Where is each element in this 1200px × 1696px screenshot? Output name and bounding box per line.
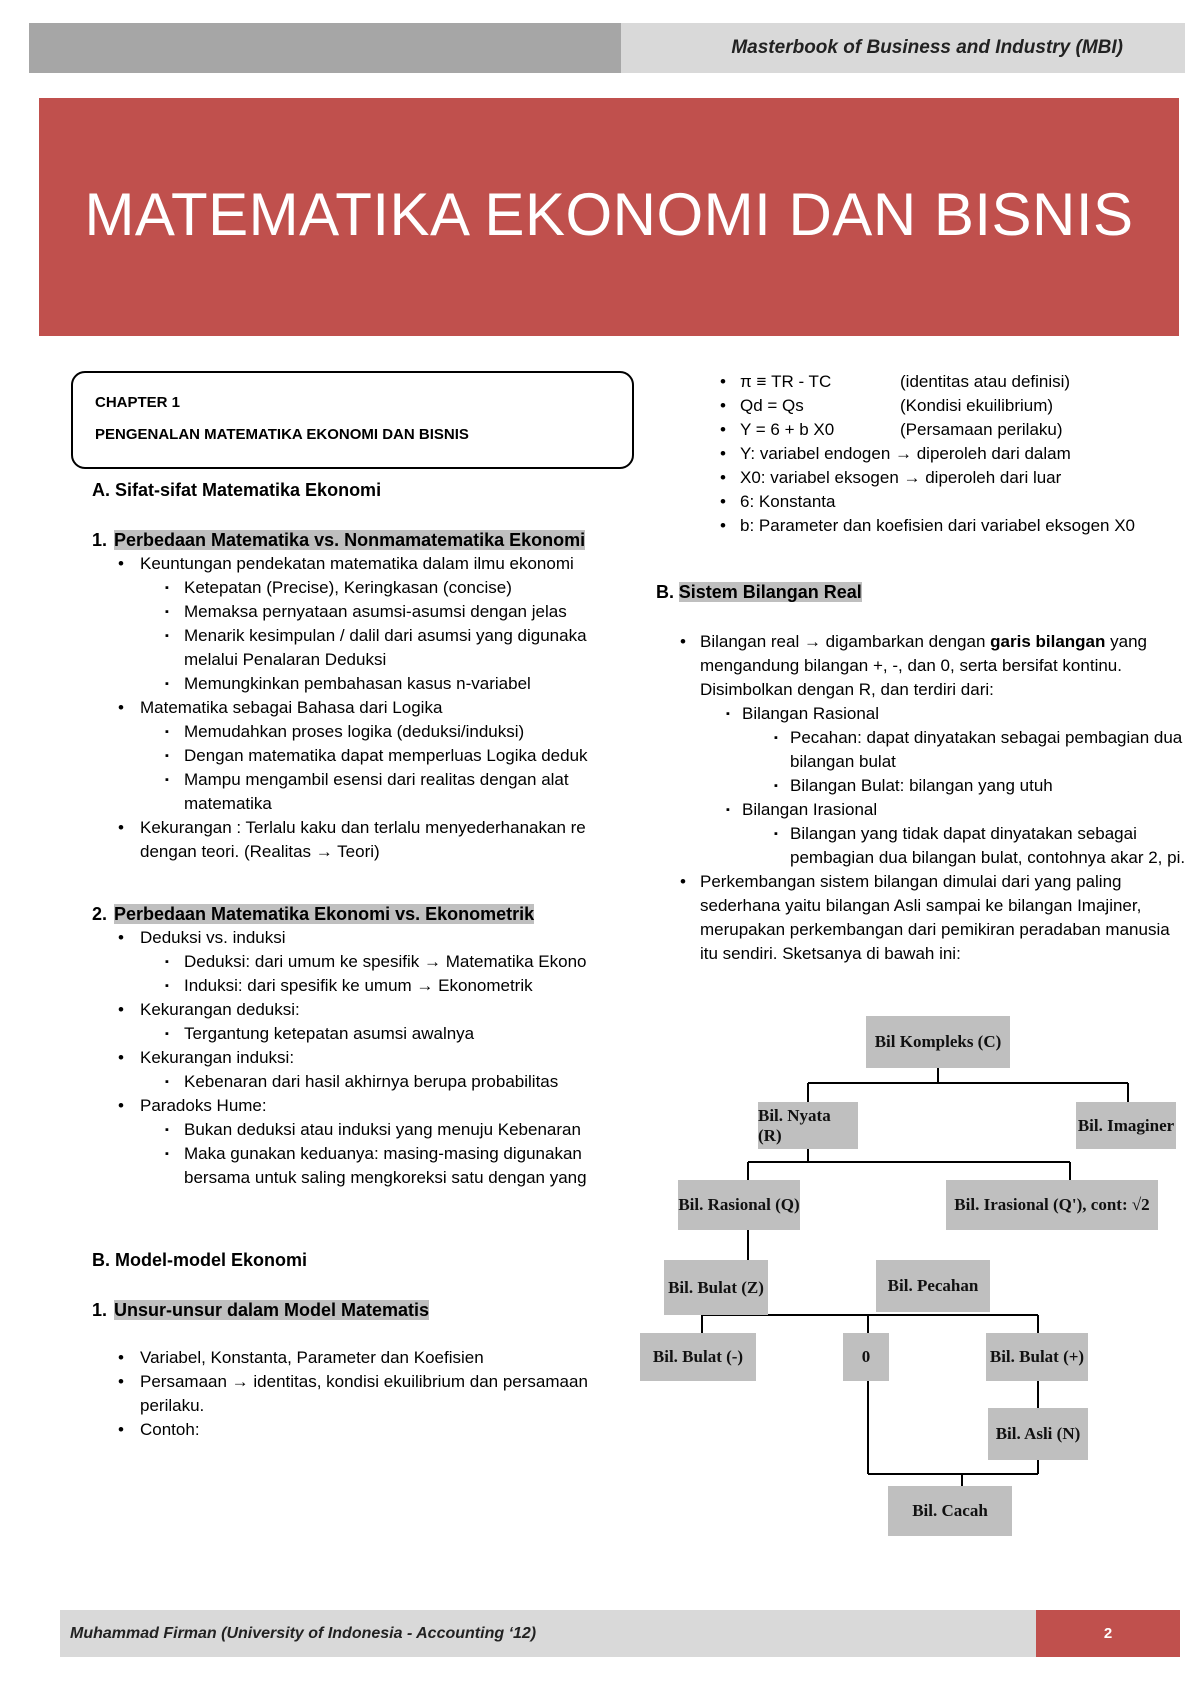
list-item-continued: melalui Penalaran Deduksi [184, 650, 387, 669]
list-item: ▪ Memudahkan proses logika (deduksi/induksi) [92, 720, 612, 744]
list-item: ▪ Tergantung ketepatan asumsi awalnya [92, 1022, 612, 1046]
list-item: • Bilangan real → digambarkan dengan garis bilangan yang [660, 630, 1185, 654]
list-item: ▪ Ketepatan (Precise), Keringkasan (concise) [92, 576, 612, 600]
section-b-real-heading: B. Sistem Bilangan Real [656, 582, 862, 602]
list-item: ▪ Memaksa pernyataan asumsi-asumsi dengan jelas [92, 600, 612, 624]
node-bilangan-rasional: Bil. Rasional (Q) [678, 1180, 800, 1230]
node-bilangan-kompleks: Bil Kompleks (C) [866, 1016, 1010, 1068]
list-item-continued: itu sendiri. Sketsanya di bawah ini: [700, 944, 961, 963]
list-item: ▪ Memungkinkan pembahasan kasus n-variabel [92, 672, 612, 696]
list-item: • Matematika sebagai Bahasa dari Logika [92, 696, 612, 720]
footer-author: Muhammad Firman (University of Indonesia - Accounting ‘12) [70, 1624, 537, 1642]
equation-item: • π ≡ TR - TC (identitas atau definisi) [700, 370, 1180, 394]
node-bilangan-pecahan: Bil. Pecahan [876, 1260, 990, 1312]
list-item: ▪ Bilangan yang tidak dapat dinyatakan sebagai [660, 822, 1185, 846]
list-item-continued: pembagian dua bilangan bulat, contohnya akar 2, pi. [790, 848, 1185, 867]
list-item: ▪ Mampu mengambil esensi dari realitas dengan alat [92, 768, 612, 792]
node-bilangan-nyata: Bil. Nyata (R) [758, 1102, 858, 1149]
list-item: • Kekurangan deduksi: [92, 998, 612, 1022]
list-item: ▪ Induksi: dari spesifik ke umum → Ekonometrik [92, 974, 612, 998]
node-bilangan-asli: Bil. Asli (N) [988, 1408, 1088, 1460]
equation-item: • Qd = Qs (Kondisi ekuilibrium) [700, 394, 1180, 418]
chapter-number: CHAPTER 1 [95, 394, 181, 411]
list-item: ▪ Dengan matematika dapat memperluas Logika deduk [92, 744, 612, 768]
list-item-continued: matematika [184, 794, 272, 813]
list-item: ▪ Deduksi: dari umum ke spesifik → Matematika Ekono [92, 950, 612, 974]
node-nol: 0 [843, 1333, 889, 1381]
equation-item: • Y = 6 + b X0 (Persamaan perilaku) [700, 418, 1180, 442]
list-item-continued: Disimbolkan dengan R, dan terdiri dari: [700, 680, 994, 699]
list-item: • Persamaan → identitas, kondisi ekuilibrium dan persamaan [92, 1370, 612, 1394]
node-bilangan-bulat-positif: Bil. Bulat (+) [986, 1333, 1088, 1381]
list-item-continued: sederhana yaitu bilangan Asli sampai ke bilangan Imajiner, [700, 896, 1142, 915]
section-a-heading: A. Sifat-sifat Matematika Ekonomi [92, 480, 382, 500]
list-item: • Variabel, Konstanta, Parameter dan Koefisien [92, 1346, 612, 1370]
list-item: ▪ Pecahan: dapat dinyatakan sebagai pembagian dua [660, 726, 1185, 750]
definition-item: • Y: variabel endogen → diperoleh dari dalam [700, 442, 1180, 466]
chapter-title: PENGENALAN MATEMATIKA EKONOMI DAN BISNIS [95, 426, 469, 443]
list-item-continued: dengan teori. (Realitas → Teori) [140, 842, 380, 861]
header-title: Masterbook of Business and Industry (MBI) [731, 37, 1123, 58]
node-bilangan-irasional: Bil. Irasional (Q'), cont: √2 [946, 1180, 1158, 1230]
document-title: MATEMATIKA EKONOMI DAN BISNIS [84, 180, 1134, 248]
section-a1-heading: 1. Perbedaan Matematika vs. Nonmamatematika Ekonomi [92, 530, 586, 550]
node-bilangan-bulat: Bil. Bulat (Z) [664, 1260, 768, 1315]
list-item-continued: perilaku. [140, 1396, 205, 1415]
list-item: ▪ Bilangan Bulat: bilangan yang utuh [660, 774, 1185, 798]
list-item: ▪ Kebenaran dari hasil akhirnya berupa probabilitas [92, 1070, 612, 1094]
list-item-continued: merupakan perkembangan dari pemikiran peradaban manusia [700, 920, 1170, 939]
section-b-heading: B. Model-model Ekonomi [92, 1250, 308, 1270]
list-item: • Kekurangan : Terlalu kaku dan terlalu menyederhanakan re [92, 816, 612, 840]
list-item: • Contoh: [92, 1418, 612, 1442]
list-item: ▪ Menarik kesimpulan / dalil dari asumsi yang digunaka [92, 624, 612, 648]
list-item-continued: bersama untuk saling mengkoreksi satu dengan yang [184, 1168, 587, 1187]
list-item: • Keuntungan pendekatan matematika dalam ilmu ekonomi [92, 552, 612, 576]
list-item: • Perkembangan sistem bilangan dimulai dari yang paling [660, 870, 1185, 894]
list-item: ▪ Maka gunakan keduanya: masing-masing digunakan [92, 1142, 612, 1166]
list-item-continued: bilangan bulat [790, 752, 896, 771]
page-number-box [1036, 1610, 1180, 1657]
list-item: ▪ Bilangan Irasional [660, 798, 1185, 822]
list-item: • Deduksi vs. induksi [92, 926, 612, 950]
list-item: • Kekurangan induksi: [92, 1046, 612, 1070]
section-a2-heading: 2. Perbedaan Matematika Ekonomi vs. Ekonometrik [92, 904, 535, 924]
node-bilangan-cacah: Bil. Cacah [888, 1486, 1012, 1536]
node-bilangan-imaginer: Bil. Imaginer [1076, 1102, 1176, 1149]
list-item-continued: mengandung bilangan +, -, dan 0, serta bersifat kontinu. [700, 656, 1122, 675]
definition-item: • X0: variabel eksogen → diperoleh dari luar [700, 466, 1180, 490]
list-item: ▪ Bilangan Rasional [660, 702, 1185, 726]
footer-bar [60, 1610, 1036, 1657]
node-bilangan-bulat-negatif: Bil. Bulat (-) [640, 1333, 756, 1381]
definition-item: • 6: Konstanta [700, 490, 1180, 514]
section-b1-heading: 1. Unsur-unsur dalam Model Matematis [92, 1300, 430, 1320]
definition-item: • b: Parameter dan koefisien dari variabel eksogen X0 [700, 514, 1180, 538]
list-item: • Paradoks Hume: [92, 1094, 612, 1118]
page-number: 2 [1103, 1625, 1113, 1642]
list-item: ▪ Bukan deduksi atau induksi yang menuju Kebenaran [92, 1118, 612, 1142]
